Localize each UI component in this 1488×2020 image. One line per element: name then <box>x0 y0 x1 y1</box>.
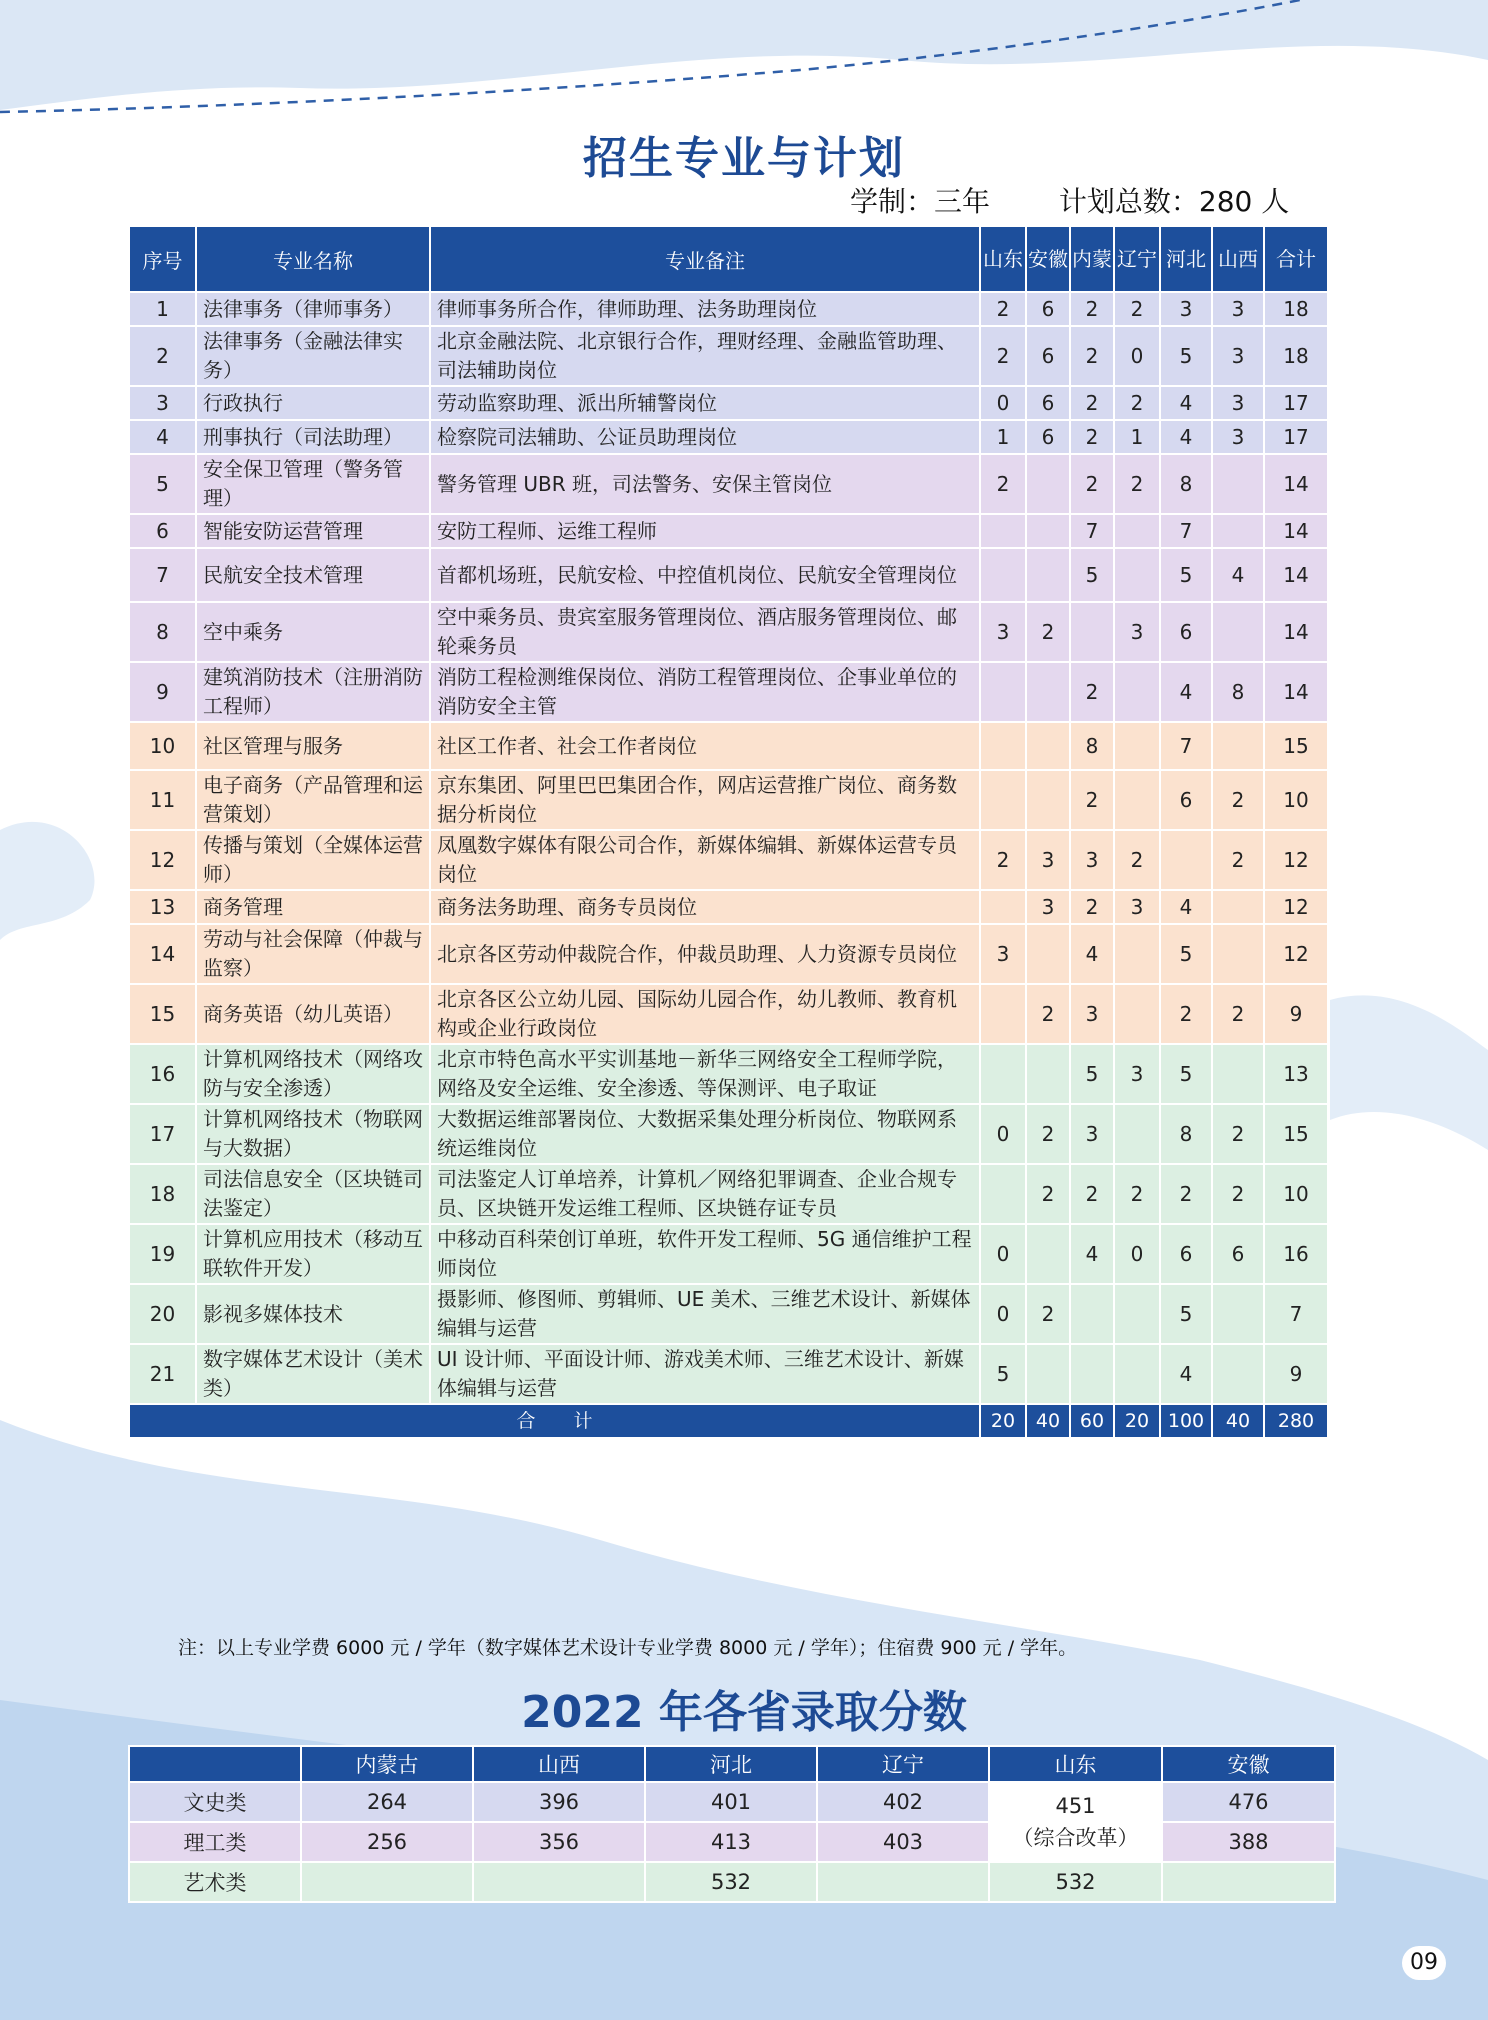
scores-header-province: 山东 <box>989 1746 1162 1782</box>
quota-cell <box>980 890 1026 924</box>
score-cell <box>817 1862 989 1902</box>
plan-row <box>129 1104 1328 1164</box>
scores-header-province: 安徽 <box>1162 1746 1335 1782</box>
quota-cell <box>1114 770 1160 830</box>
plan-row <box>129 662 1328 722</box>
major-note: 劳动监察助理、派出所辅警岗位 <box>430 386 980 420</box>
shandong-score-note: （综合改革） <box>1012 1826 1139 1850</box>
quota-cell <box>980 984 1026 1044</box>
quota-cell: 4 <box>1160 1344 1212 1404</box>
score-cell: 476 <box>1162 1782 1335 1822</box>
major-name: 传播与策划（全媒体运营师） <box>196 830 430 890</box>
score-cell: 413 <box>645 1822 817 1862</box>
quota-cell: 6 <box>1026 386 1070 420</box>
quota-cell: 7 <box>1070 514 1114 548</box>
quota-cell: 3 <box>1212 292 1264 326</box>
quota-cell: 4 <box>1212 548 1264 602</box>
study-years: 学制：三年 <box>850 185 991 218</box>
row-number: 17 <box>129 1104 196 1164</box>
quota-cell: 7 <box>1160 722 1212 770</box>
quota-cell: 3 <box>1114 890 1160 924</box>
plan-row <box>129 722 1328 770</box>
major-name: 法律事务（律师事务） <box>196 292 430 326</box>
row-total: 9 <box>1264 984 1328 1044</box>
row-number: 2 <box>129 326 196 386</box>
score-cell <box>301 1862 473 1902</box>
quota-cell <box>1114 984 1160 1044</box>
quota-cell: 2 <box>1026 984 1070 1044</box>
score-cell: 388 <box>1162 1822 1335 1862</box>
quota-cell: 4 <box>1160 662 1212 722</box>
quota-cell: 2 <box>980 326 1026 386</box>
quota-cell <box>1070 1344 1114 1404</box>
scores-category: 理工类 <box>129 1822 301 1862</box>
score-cell <box>473 1862 645 1902</box>
row-number: 10 <box>129 722 196 770</box>
quota-cell: 2 <box>1026 1104 1070 1164</box>
scores-category: 文史类 <box>129 1782 301 1822</box>
scores-title: 2022 年各省录取分数 <box>521 1687 967 1738</box>
major-name: 行政执行 <box>196 386 430 420</box>
major-note: 空中乘务员、贵宾室服务管理岗位、酒店服务管理岗位、邮轮乘务员 <box>430 602 980 662</box>
quota-cell <box>1212 924 1264 984</box>
major-name: 建筑消防技术（注册消防工程师） <box>196 662 430 722</box>
quota-cell <box>1114 1344 1160 1404</box>
quota-cell: 6 <box>1160 770 1212 830</box>
quota-cell: 2 <box>1114 1164 1160 1224</box>
major-name: 空中乘务 <box>196 602 430 662</box>
scores-header-province: 辽宁 <box>817 1746 989 1782</box>
header-sum: 合计 <box>1264 226 1328 292</box>
total-cell: 20 <box>980 1404 1026 1438</box>
major-note: 消防工程检测维保岗位、消防工程管理岗位、企事业单位的消防安全主管 <box>430 662 980 722</box>
major-name: 司法信息安全（区块链司法鉴定） <box>196 1164 430 1224</box>
plan-row <box>129 326 1328 386</box>
header-major: 专业名称 <box>196 226 430 292</box>
quota-cell: 5 <box>1160 548 1212 602</box>
quota-cell <box>1026 1224 1070 1284</box>
major-note: 警务管理 UBR 班，司法警务、安保主管岗位 <box>430 454 980 514</box>
quota-cell: 1 <box>980 420 1026 454</box>
row-number: 1 <box>129 292 196 326</box>
quota-cell <box>1026 1344 1070 1404</box>
fee-note: 注：以上专业学费 6000 元 / 学年（数字媒体艺术设计专业学费 8000 元 / 学年）；住宿费 900 元 / 学年。 <box>178 1637 1078 1659</box>
quota-cell: 2 <box>1114 830 1160 890</box>
quota-cell: 2 <box>980 292 1026 326</box>
row-total: 16 <box>1264 1224 1328 1284</box>
quota-cell <box>1114 722 1160 770</box>
header-province: 安徽 <box>1026 226 1070 292</box>
plan-row <box>129 292 1328 326</box>
quota-cell: 1 <box>1114 420 1160 454</box>
total-cell: 40 <box>1026 1404 1070 1438</box>
quota-cell <box>1070 602 1114 662</box>
quota-cell: 5 <box>1070 1044 1114 1104</box>
quota-cell: 5 <box>1160 1284 1212 1344</box>
quota-cell: 2 <box>1160 1164 1212 1224</box>
row-total: 18 <box>1264 292 1328 326</box>
quota-cell: 2 <box>1114 454 1160 514</box>
plan-row <box>129 1224 1328 1284</box>
major-name: 计算机网络技术（物联网与大数据） <box>196 1104 430 1164</box>
row-total: 18 <box>1264 326 1328 386</box>
scores-header-province: 山西 <box>473 1746 645 1782</box>
quota-cell: 2 <box>1070 1164 1114 1224</box>
quota-cell: 8 <box>1160 454 1212 514</box>
quota-cell: 0 <box>1114 326 1160 386</box>
quota-cell <box>1114 662 1160 722</box>
quota-cell: 8 <box>1070 722 1114 770</box>
major-note: 首都机场班，民航安检、中控值机岗位、民航安全管理岗位 <box>430 548 980 602</box>
quota-cell: 2 <box>1070 454 1114 514</box>
major-name: 商务管理 <box>196 890 430 924</box>
row-total: 9 <box>1264 1344 1328 1404</box>
plan-total-row <box>129 1404 1328 1438</box>
quota-cell: 3 <box>1070 1104 1114 1164</box>
row-total: 7 <box>1264 1284 1328 1344</box>
quota-cell: 0 <box>1114 1224 1160 1284</box>
row-number: 16 <box>129 1044 196 1104</box>
grand-total-cell: 280 <box>1264 1404 1328 1438</box>
quota-cell: 2 <box>1212 1104 1264 1164</box>
quota-cell: 4 <box>1160 890 1212 924</box>
total-label: 合 计 <box>129 1404 980 1438</box>
plan-row <box>129 548 1328 602</box>
row-number: 5 <box>129 454 196 514</box>
row-number: 15 <box>129 984 196 1044</box>
major-name: 影视多媒体技术 <box>196 1284 430 1344</box>
plan-row <box>129 924 1328 984</box>
quota-cell: 3 <box>980 924 1026 984</box>
quota-cell <box>1212 1344 1264 1404</box>
quota-cell: 3 <box>1026 830 1070 890</box>
row-total: 14 <box>1264 602 1328 662</box>
header-province: 河北 <box>1160 226 1212 292</box>
quota-cell: 2 <box>1070 770 1114 830</box>
plan-row <box>129 984 1328 1044</box>
row-number: 13 <box>129 890 196 924</box>
quota-cell <box>1160 830 1212 890</box>
row-number: 11 <box>129 770 196 830</box>
plan-title: 招生专业与计划 <box>583 133 905 184</box>
plan-header-row <box>129 226 1328 292</box>
quota-cell: 0 <box>980 1284 1026 1344</box>
quota-cell: 5 <box>1070 548 1114 602</box>
score-cell: 264 <box>301 1782 473 1822</box>
major-note: 司法鉴定人订单培养，计算机／网络犯罪调查、企业合规专员、区块链开发运维工程师、区块链存证专员 <box>430 1164 980 1224</box>
row-total: 17 <box>1264 386 1328 420</box>
quota-cell <box>1114 1104 1160 1164</box>
quota-cell: 4 <box>1160 420 1212 454</box>
row-total: 13 <box>1264 1044 1328 1104</box>
score-cell: 532 <box>989 1862 1162 1902</box>
total-cell: 40 <box>1212 1404 1264 1438</box>
quota-cell: 6 <box>1160 602 1212 662</box>
quota-cell: 5 <box>1160 924 1212 984</box>
row-number: 9 <box>129 662 196 722</box>
shandong-score: 451 <box>1055 1794 1096 1818</box>
quota-cell: 6 <box>1026 326 1070 386</box>
quota-cell: 2 <box>1212 984 1264 1044</box>
major-name: 社区管理与服务 <box>196 722 430 770</box>
quota-cell: 3 <box>1070 984 1114 1044</box>
quota-cell: 2 <box>1070 420 1114 454</box>
quota-cell: 4 <box>1160 386 1212 420</box>
quota-cell <box>980 1164 1026 1224</box>
score-cell: 401 <box>645 1782 817 1822</box>
scores-row <box>129 1862 1335 1902</box>
quota-cell: 3 <box>1070 830 1114 890</box>
quota-cell <box>1026 722 1070 770</box>
quota-cell: 2 <box>1026 602 1070 662</box>
quota-cell: 0 <box>980 386 1026 420</box>
quota-cell <box>980 548 1026 602</box>
scores-header-province: 内蒙古 <box>301 1746 473 1782</box>
quota-cell <box>1212 454 1264 514</box>
total-plan: 计划总数：280 人 <box>1058 185 1290 218</box>
quota-cell: 8 <box>1212 662 1264 722</box>
quota-cell: 3 <box>1212 420 1264 454</box>
major-name: 商务英语（幼儿英语） <box>196 984 430 1044</box>
quota-cell: 2 <box>1114 292 1160 326</box>
quota-cell: 2 <box>1114 386 1160 420</box>
major-name: 劳动与社会保障（仲裁与监察） <box>196 924 430 984</box>
plan-summary <box>850 180 1289 220</box>
major-note: 北京各区劳动仲裁院合作，仲裁员助理、人力资源专员岗位 <box>430 924 980 984</box>
major-name: 计算机应用技术（移动互联软件开发） <box>196 1224 430 1284</box>
quota-cell: 2 <box>1026 1164 1070 1224</box>
quota-cell <box>1026 1044 1070 1104</box>
quota-cell: 2 <box>1160 984 1212 1044</box>
row-total: 14 <box>1264 514 1328 548</box>
quota-cell: 2 <box>980 830 1026 890</box>
row-number: 18 <box>129 1164 196 1224</box>
major-note: 检察院司法辅助、公证员助理岗位 <box>430 420 980 454</box>
header-province: 山东 <box>980 226 1026 292</box>
header-province: 内蒙 <box>1070 226 1114 292</box>
quota-cell <box>1114 514 1160 548</box>
quota-cell <box>1212 890 1264 924</box>
quota-cell: 3 <box>1160 292 1212 326</box>
quota-cell: 3 <box>1026 890 1070 924</box>
quota-cell: 2 <box>1212 830 1264 890</box>
quota-cell: 0 <box>980 1224 1026 1284</box>
score-cell: 403 <box>817 1822 989 1862</box>
total-cell: 60 <box>1070 1404 1114 1438</box>
total-cell: 20 <box>1114 1404 1160 1438</box>
major-name: 智能安防运营管理 <box>196 514 430 548</box>
quota-cell: 5 <box>1160 1044 1212 1104</box>
quota-cell: 0 <box>980 1104 1026 1164</box>
major-name: 计算机网络技术（网络攻防与安全渗透） <box>196 1044 430 1104</box>
plan-row <box>129 420 1328 454</box>
quota-cell: 6 <box>1160 1224 1212 1284</box>
quota-cell: 2 <box>1070 326 1114 386</box>
major-note: 安防工程师、运维工程师 <box>430 514 980 548</box>
row-total: 10 <box>1264 770 1328 830</box>
quota-cell <box>1026 924 1070 984</box>
row-number: 6 <box>129 514 196 548</box>
quota-cell: 2 <box>1026 1284 1070 1344</box>
quota-cell <box>1026 454 1070 514</box>
score-cell: 532 <box>645 1862 817 1902</box>
quota-cell: 6 <box>1026 292 1070 326</box>
major-name: 安全保卫管理（警务管理） <box>196 454 430 514</box>
major-note: 北京金融法院、北京银行合作，理财经理、金融监管助理、司法辅助岗位 <box>430 326 980 386</box>
quota-cell <box>980 1044 1026 1104</box>
quota-cell: 6 <box>1026 420 1070 454</box>
quota-cell: 3 <box>980 602 1026 662</box>
quota-cell: 4 <box>1070 924 1114 984</box>
scores-row <box>129 1782 1335 1822</box>
scores-header-row <box>129 1746 1335 1782</box>
major-name: 刑事执行（司法助理） <box>196 420 430 454</box>
quota-cell: 5 <box>1160 326 1212 386</box>
plan-row <box>129 1344 1328 1404</box>
row-total: 15 <box>1264 722 1328 770</box>
header-note: 专业备注 <box>430 226 980 292</box>
quota-cell <box>980 662 1026 722</box>
quota-cell: 3 <box>1212 386 1264 420</box>
row-total: 12 <box>1264 890 1328 924</box>
quota-cell <box>980 722 1026 770</box>
quota-cell: 2 <box>1070 890 1114 924</box>
major-note: 律师事务所合作，律师助理、法务助理岗位 <box>430 292 980 326</box>
quota-cell <box>1212 602 1264 662</box>
scores-category: 艺术类 <box>129 1862 301 1902</box>
plan-row <box>129 514 1328 548</box>
row-total: 10 <box>1264 1164 1328 1224</box>
plan-row <box>129 1044 1328 1104</box>
quota-cell <box>1212 514 1264 548</box>
total-cell: 100 <box>1160 1404 1212 1438</box>
plan-row <box>129 830 1328 890</box>
score-cell: 396 <box>473 1782 645 1822</box>
major-note: 京东集团、阿里巴巴集团合作，网店运营推广岗位、商务数据分析岗位 <box>430 770 980 830</box>
quota-cell <box>1212 1044 1264 1104</box>
quota-cell: 8 <box>1160 1104 1212 1164</box>
plan-row <box>129 454 1328 514</box>
plan-row <box>129 1164 1328 1224</box>
major-note: 大数据运维部署岗位、大数据采集处理分析岗位、物联网系统运维岗位 <box>430 1104 980 1164</box>
quota-cell: 2 <box>1212 1164 1264 1224</box>
quota-cell: 2 <box>980 454 1026 514</box>
plan-row <box>129 890 1328 924</box>
plan-row <box>129 386 1328 420</box>
row-number: 4 <box>129 420 196 454</box>
header-no: 序号 <box>129 226 196 292</box>
quota-cell <box>1026 770 1070 830</box>
quota-cell <box>1114 548 1160 602</box>
quota-cell <box>980 770 1026 830</box>
major-note: 凤凰数字媒体有限公司合作，新媒体编辑、新媒体运营专员岗位 <box>430 830 980 890</box>
quota-cell: 3 <box>1114 1044 1160 1104</box>
shandong-merged-score <box>989 1782 1162 1862</box>
score-cell <box>1162 1862 1335 1902</box>
row-number: 3 <box>129 386 196 420</box>
major-note: 北京各区公立幼儿园、国际幼儿园合作，幼儿教师、教育机构或企业行政岗位 <box>430 984 980 1044</box>
quota-cell: 3 <box>1114 602 1160 662</box>
quota-cell <box>1026 514 1070 548</box>
score-cell: 402 <box>817 1782 989 1822</box>
quota-cell: 3 <box>1212 326 1264 386</box>
major-note: 商务法务助理、商务专员岗位 <box>430 890 980 924</box>
major-name: 数字媒体艺术设计（美术类） <box>196 1344 430 1404</box>
quota-cell <box>980 514 1026 548</box>
quota-cell: 4 <box>1070 1224 1114 1284</box>
quota-cell: 2 <box>1070 292 1114 326</box>
major-name: 电子商务（产品管理和运营策划） <box>196 770 430 830</box>
row-total: 12 <box>1264 924 1328 984</box>
quota-cell <box>1070 1284 1114 1344</box>
major-note: 中移动百科荣创订单班，软件开发工程师、5G 通信维护工程师岗位 <box>430 1224 980 1284</box>
scores-header-province: 河北 <box>645 1746 817 1782</box>
quota-cell <box>1026 662 1070 722</box>
plan-row <box>129 770 1328 830</box>
quota-cell <box>1212 1284 1264 1344</box>
page-number: 09 <box>1402 1946 1446 1980</box>
score-cell: 256 <box>301 1822 473 1862</box>
major-note: 摄影师、修图师、剪辑师、UE 美术、三维艺术设计、新媒体编辑与运营 <box>430 1284 980 1344</box>
row-total: 15 <box>1264 1104 1328 1164</box>
row-number: 8 <box>129 602 196 662</box>
plan-row <box>129 602 1328 662</box>
header-province: 辽宁 <box>1114 226 1160 292</box>
score-cell: 356 <box>473 1822 645 1862</box>
row-number: 19 <box>129 1224 196 1284</box>
quota-cell: 2 <box>1070 662 1114 722</box>
row-total: 17 <box>1264 420 1328 454</box>
quota-cell <box>1026 548 1070 602</box>
scores-header-corner <box>129 1746 301 1782</box>
major-note: 社区工作者、社会工作者岗位 <box>430 722 980 770</box>
quota-cell: 2 <box>1212 770 1264 830</box>
row-number: 20 <box>129 1284 196 1344</box>
quota-cell: 7 <box>1160 514 1212 548</box>
major-name: 法律事务（金融法律实务） <box>196 326 430 386</box>
major-note: 北京市特色高水平实训基地－新华三网络安全工程师学院，网络及安全运维、安全渗透、等保测评、电子取证 <box>430 1044 980 1104</box>
quota-cell <box>1114 924 1160 984</box>
plan-row <box>129 1284 1328 1344</box>
row-total: 14 <box>1264 548 1328 602</box>
quota-cell <box>1114 1284 1160 1344</box>
row-total: 12 <box>1264 830 1328 890</box>
enrollment-plan-table <box>128 225 1329 1439</box>
quota-cell: 5 <box>980 1344 1026 1404</box>
major-note: UI 设计师、平面设计师、游戏美术师、三维艺术设计、新媒体编辑与运营 <box>430 1344 980 1404</box>
admission-scores-table <box>128 1745 1336 1903</box>
row-total: 14 <box>1264 454 1328 514</box>
row-number: 14 <box>129 924 196 984</box>
header-province: 山西 <box>1212 226 1264 292</box>
quota-cell: 2 <box>1070 386 1114 420</box>
row-number: 12 <box>129 830 196 890</box>
row-number: 7 <box>129 548 196 602</box>
row-number: 21 <box>129 1344 196 1404</box>
row-total: 14 <box>1264 662 1328 722</box>
quota-cell <box>1212 722 1264 770</box>
quota-cell: 6 <box>1212 1224 1264 1284</box>
major-name: 民航安全技术管理 <box>196 548 430 602</box>
